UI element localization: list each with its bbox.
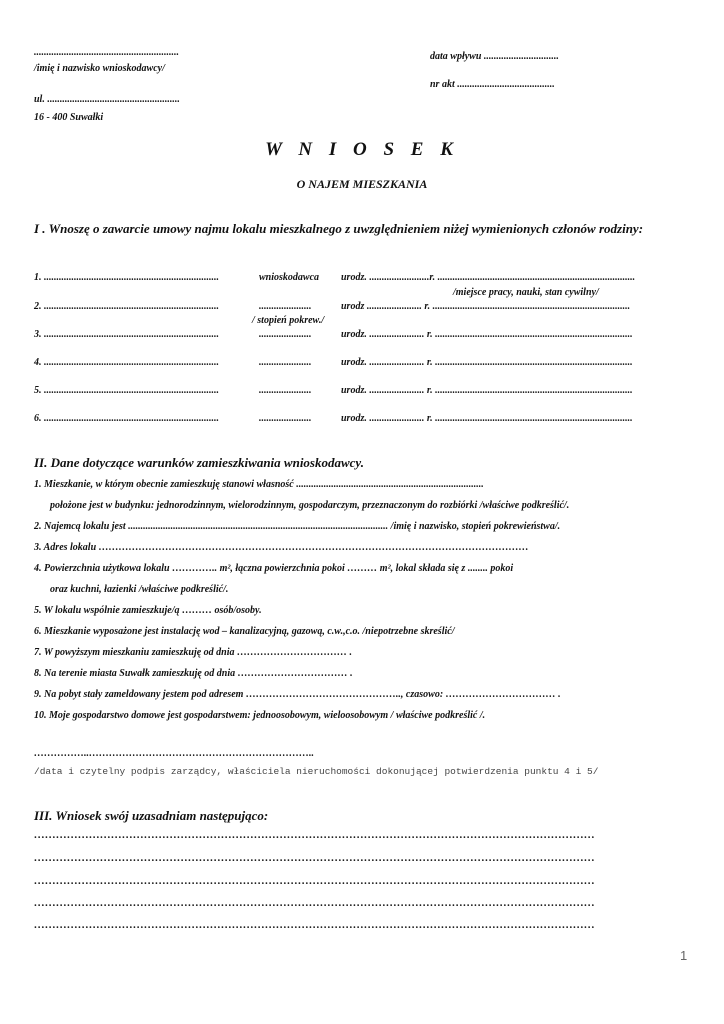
justification-line: ……………………………………………………………………………………………………………………………………… — [34, 876, 595, 886]
family-row-role: ..................... — [259, 329, 312, 340]
document-title: W N I O S E K — [265, 139, 459, 160]
condition-item: 9. Na pobyt stały zameldowany jestem pod adresem ……………………………………….., czasowo: …………………………… . — [34, 689, 561, 700]
family-row-role: ..................... — [259, 385, 312, 396]
family-row-sublabel: / stopień pokrew./ — [252, 315, 325, 326]
applicant-name-dots: .......................................................... — [34, 47, 179, 58]
condition-item: 5. W lokalu wspólnie zamieszkuje/ą ……… osób/osoby. — [34, 605, 262, 616]
signature-label: /data i czytelny podpis zarządcy, właściciela nieruchomości dokonującej potwierdzenia punktu 4 i 5/ — [34, 766, 599, 777]
page-number: 1 — [680, 948, 688, 963]
date-received-field: data wpływu .............................. — [430, 51, 559, 62]
family-row-role: wnioskodawca — [259, 272, 320, 283]
condition-item: 10. Moje gospodarstwo domowe jest gospodarstwem: jednoosobowym, wieloosobowym / właściwe podkreślić /. — [34, 710, 486, 721]
condition-item: 2. Najemcą lokalu jest ........................................................................................................ /imię i nazwisko, stopień pokrewieństwa/. — [34, 521, 561, 532]
justification-line: ……………………………………………………………………………………………………………………………………… — [34, 898, 595, 908]
family-row-role: ..................... — [259, 301, 312, 312]
family-row-name: 6. ...................................................................... — [34, 413, 219, 424]
family-row-name: 1. ...................................................................... — [34, 272, 219, 283]
section1-heading: I . Wnoszę o zawarcie umowy najmu lokalu mieszkalnego z uwzględnieniem niżej wymienionych członów rodziny: — [34, 221, 644, 236]
family-row-birth: urodz ...................... r. ............................................................................... — [341, 301, 631, 312]
applicant-name-label: /imię i nazwisko wnioskodawcy/ — [34, 63, 165, 74]
family-row-birth: urodz. ........................r. ............................................................................... — [341, 272, 636, 283]
justification-line: ……………………………………………………………………………………………………………………………………… — [34, 830, 595, 840]
condition-item: 4. Powierzchnia użytkowa lokalu ………….. m², łączna powierzchnia pokoi ……… m², lokal składa się z ........ pokoi — [34, 563, 514, 574]
condition-item: oraz kuchni, łazienki /właściwe podkreślić/. — [50, 584, 229, 595]
condition-item: 7. W powyższym mieszkaniu zamieszkuję od dnia …………………………… . — [34, 647, 352, 658]
document-subtitle: O NAJEM MIESZKANIA — [296, 177, 428, 191]
condition-item: położone jest w budynku: jednorodzinnym, wielorodzinnym, gospodarczym, przeznaczonym do rozbiórki /właściwe podkreślić/. — [50, 500, 570, 511]
family-row-name: 5. ...................................................................... — [34, 385, 219, 396]
family-row-name: 2. ...................................................................... — [34, 301, 219, 312]
family-row-name: 3. ...................................................................... — [34, 329, 219, 340]
file-number-field: nr akt ....................................... — [430, 79, 555, 90]
family-row-role: ..................... — [259, 413, 312, 424]
condition-item: 3. Adres lokalu ………………………………………………………………………………………………………………… — [34, 542, 529, 553]
signature-line: ……………..………………………………………………………….. — [34, 748, 314, 759]
section2-heading: II. Dane dotyczące warunków zamieszkiwania wnioskodawcy. — [34, 455, 364, 470]
street-field: ul. ..................................................... — [34, 94, 180, 105]
justification-line: ……………………………………………………………………………………………………………………………………… — [34, 920, 595, 930]
family-row-birth: urodz. ...................... r. ............................................................................... — [341, 357, 633, 368]
family-row-birth: urodz. ...................... r. ............................................................................... — [341, 329, 633, 340]
section3-heading: III. Wniosek swój uzasadniam następująco: — [34, 808, 269, 823]
condition-item: 8. Na terenie miasta Suwałk zamieszkuję od dnia …………………………… . — [34, 668, 353, 679]
family-row-birth: urodz. ...................... r. ............................................................................... — [341, 385, 633, 396]
city-label: 16 - 400 Suwałki — [34, 112, 104, 123]
condition-item: 1. Mieszkanie, w którym obecnie zamieszkuję stanowi własność ........................................................................... — [34, 479, 484, 490]
condition-item: 6. Mieszkanie wyposażone jest instalację wod – kanalizacyjną, gazową, c.w.,c.o. /niepotrzebne skreślić/ — [34, 626, 455, 637]
justification-line: ……………………………………………………………………………………………………………………………………… — [34, 853, 595, 863]
family-row-birth: urodz. ...................... r. ............................................................................... — [341, 413, 633, 424]
family-row-sublabel: /miejsce pracy, nauki, stan cywilny/ — [453, 287, 599, 298]
family-row-role: ..................... — [259, 357, 312, 368]
family-row-name: 4. ...................................................................... — [34, 357, 219, 368]
